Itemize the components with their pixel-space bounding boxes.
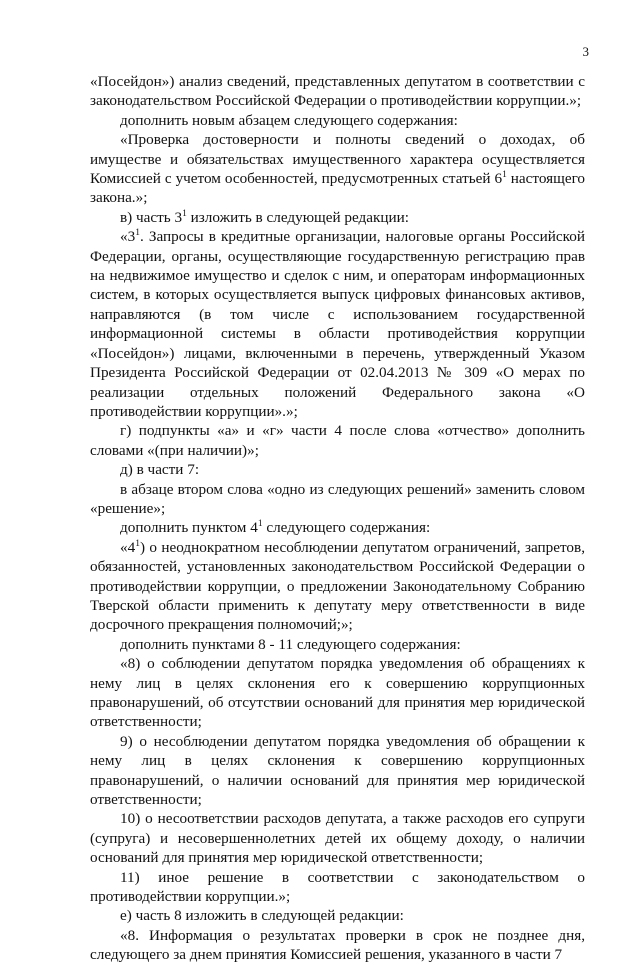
paragraph bbox=[90, 906, 585, 925]
paragraph bbox=[90, 72, 585, 111]
paragraph bbox=[90, 732, 585, 810]
paragraph bbox=[90, 654, 585, 732]
paragraph bbox=[90, 518, 585, 537]
paragraph bbox=[90, 111, 585, 130]
paragraph bbox=[90, 868, 585, 907]
text-run: 9) о несоблюдении депутатом порядка уведомления об обращении к нему лиц в целях склонения к совершению коррупционных правонарушений, о наличии оснований для принятия мер юридической ответственности; bbox=[90, 732, 585, 809]
text-run: «3 bbox=[120, 228, 136, 246]
superscript: 1 bbox=[257, 519, 263, 530]
text-run: в) часть 3 bbox=[120, 208, 183, 226]
text-run: настоящего закона.»; bbox=[90, 170, 586, 207]
text-run: дополнить пунктами 8 - 11 следующего содержания: bbox=[120, 635, 461, 653]
text-run: «4 bbox=[120, 538, 136, 556]
text-run: в абзаце втором слова «одно из следующих решений» заменить словом «решение»; bbox=[90, 480, 585, 517]
paragraph bbox=[90, 538, 585, 635]
document-body bbox=[90, 72, 585, 965]
paragraph bbox=[90, 809, 585, 867]
superscript: 1 bbox=[135, 538, 140, 549]
text-run: «Проверка достоверности и полноты сведений о доходах, об имуществе и обязательствах имущественного характера осуществляется Комиссией с учетом особенностей, предусмотренных статьей 6 bbox=[90, 131, 585, 188]
text-run: д) в части 7: bbox=[120, 461, 200, 479]
paragraph bbox=[90, 208, 585, 227]
page-number: 3 bbox=[582, 44, 589, 59]
text-run: следующего содержания: bbox=[262, 519, 431, 537]
text-run: «8) о соблюдении депутатом порядка уведомления об обращениях к нему лиц в целях склонения его к совершению коррупционных правонарушений, об отсутствии оснований для принятия мер юридической ответственности; bbox=[90, 655, 585, 731]
text-run: . Запросы в кредитные организации, налоговые органы Российской Федерации, органы, осуществляющие государственную регистрацию прав на недвижимое имущество и сделок с ним, и операторам информационных систем, в которых осуществляется выпуск цифровых финансовых активов, направляются (в том числе с использованием государственной информационной системы в области противодействия коррупции «Посейдон») лицами, включенными в перечень, утвержденный Указом Президента Российской Федерации от 02.04.2013 № 309 «О мерах по реализации отдельных положений Федерального закона «О противодействии коррупции».»; bbox=[90, 228, 585, 420]
text-run: 11) иное решение в соответствии с законодательством о противодействии коррупции.»; bbox=[90, 868, 585, 906]
superscript: 1 bbox=[502, 169, 507, 180]
paragraph bbox=[90, 480, 585, 519]
superscript: 1 bbox=[135, 228, 140, 239]
text-run: «8. Информация о результатах проверки в срок не позднее дня, следующего за днем принятия Комиссией решения, указанного в части 7 bbox=[90, 926, 585, 964]
superscript: 1 bbox=[182, 208, 187, 219]
text-run: е) часть 8 изложить в следующей редакции: bbox=[120, 907, 404, 925]
text-run: дополнить пунктом 4 bbox=[120, 519, 258, 537]
paragraph bbox=[90, 421, 585, 460]
text-run: 10) о несоответствии расходов депутата, а также расходов его супруги (супруга) и несовершеннолетних детей их общему доходу, о наличии оснований для принятия мер юридической ответственности; bbox=[90, 810, 585, 867]
text-run: ) о неоднократном несоблюдении депутатом ограничений, запретов, обязанностей, установленных законодательством Российской Федерации о противодействии коррупции, о предложении Законодательному Собранию Тверской области применить к депутату меру ответственности в виде досрочного прекращения полномочий;»; bbox=[90, 538, 585, 634]
paragraph bbox=[90, 635, 585, 654]
paragraph bbox=[90, 130, 585, 208]
text-run: дополнить новым абзацем следующего содержания: bbox=[120, 111, 458, 129]
paragraph bbox=[90, 227, 585, 421]
text-run: г) подпункты «а» и «г» части 4 после слова «отчество» дополнить словами «(при наличии)»; bbox=[90, 422, 585, 459]
text-run: «Посейдон») анализ сведений, представленных депутатом в соответствии с законодательством Российской Федерации о противодействии коррупции.»; bbox=[90, 73, 585, 110]
paragraph bbox=[90, 926, 585, 965]
paragraph bbox=[90, 460, 585, 479]
text-run: изложить в следующей редакции: bbox=[186, 208, 409, 226]
